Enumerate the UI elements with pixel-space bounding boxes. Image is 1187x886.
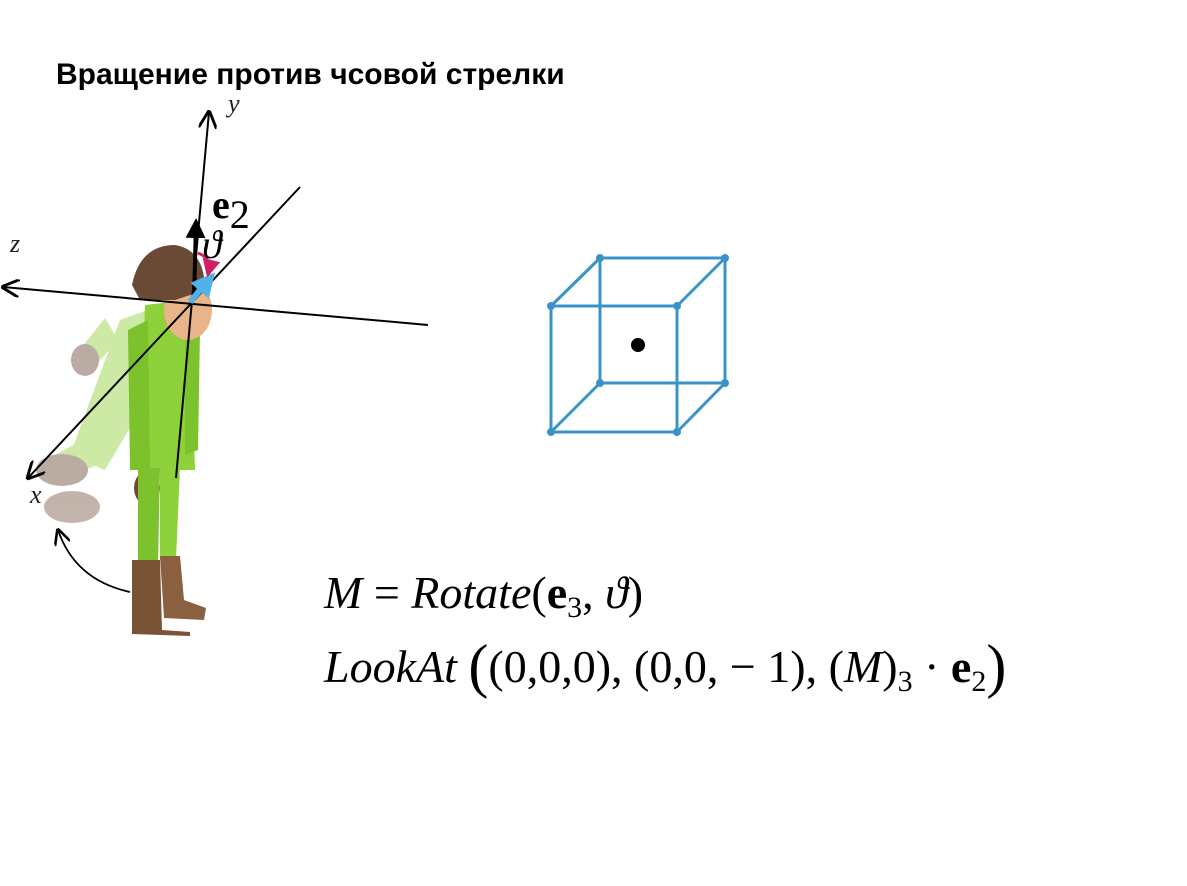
formula1-vec-index: 3 [567,591,583,624]
coordinate-axes [3,89,428,509]
cube-edge-tr [677,258,725,306]
formula2-vec: e [950,641,972,692]
cube-vertex-3 [549,430,554,435]
figure-leg-1 [138,468,160,565]
figure-leg-2 [160,468,180,560]
figure-boot-2 [160,556,206,620]
cube-center-point [631,338,645,352]
formula2-matrix-index: 3 [897,665,913,698]
formula2-matrix: M [843,641,883,692]
cube-edge-bl [551,383,600,432]
formula2-dot: · [912,641,951,692]
ghost-boot-2 [44,491,100,523]
formula2-args: (0,0,0), (0,0, − 1), ( [488,641,844,692]
cube-vertex-8 [723,381,728,386]
formula2-matrix-close: ) [882,641,898,692]
lookat-formula [324,633,1007,699]
formula2-func: LookAt [324,641,457,692]
formula2-big-close: ) [986,633,1007,699]
ghost-hand [71,344,99,376]
z-axis [3,287,428,325]
ghost-boot-1 [36,454,88,486]
z-axis-label: z [10,229,21,258]
formula1-func: Rotate [411,567,532,618]
cube-edge-tl [551,258,600,306]
formula1-lhs: M [324,567,363,618]
e2-label-base: e [212,182,230,227]
formula2-vec-index: 2 [971,665,987,698]
formula1-sep: , [582,567,606,618]
rotate-formula [324,566,644,624]
theta-label: ϑ [202,222,222,267]
cube-vertex-6 [723,256,728,261]
formula1-open: ( [531,567,547,618]
rotation-arrow [58,530,130,592]
cube-vertex-2 [675,304,680,309]
formula1-close: ) [627,567,644,618]
cube-edge-br [677,383,725,432]
e2-label-index: 2 [229,192,250,237]
figure-right-arm [185,320,200,455]
e2-vector [194,222,196,300]
x-axis-label: x [30,480,42,509]
y-axis-label: y [228,89,240,118]
cube-vertex-5 [598,256,603,261]
cube-vertex-4 [675,430,680,435]
formula1-equals: = [362,567,412,618]
formula1-angle: ϑ [605,567,628,618]
slide-title: Вращение против чсовой стрелки [56,58,565,91]
figure-left-arm [128,320,150,470]
formula1-vec: e [546,567,568,618]
cube-vertex-7 [598,381,603,386]
formula2-big-open: ( [468,633,489,699]
cube-vertex-1 [549,304,554,309]
